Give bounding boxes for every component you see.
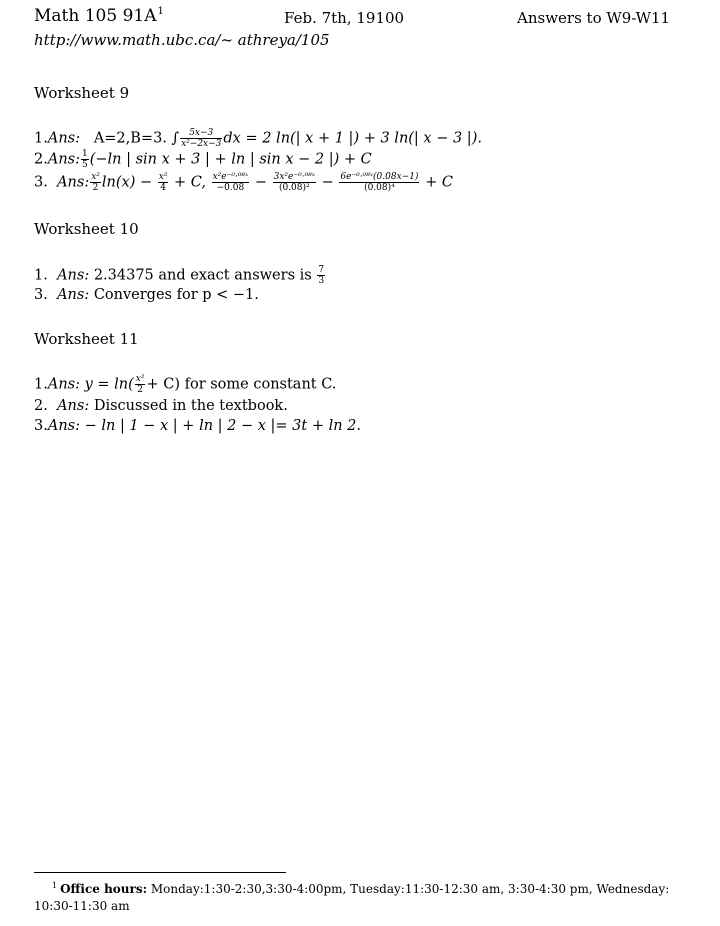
footnote-text: Monday:1:30-2:30,3:30-4:00pm, Tuesday:11:30-12:30 am, 3:30-4:30 pm, Wednesday: 10:30-11:30 am — [34, 882, 670, 913]
fraction: $\frac{1}{5}$ — [81, 149, 88, 170]
course-url: http://www.math.ubc.ca/~ athreya/105 — [34, 31, 330, 49]
answer-math: (−ln | sin x + 3 | + ln | sin x − 2 |) + C — [89, 151, 372, 168]
worksheet-9-answer-1 — [34, 128, 482, 149]
fraction: $\frac{\text{x²e⁻⁰·⁰⁸ˣ}}{-0.08}$ — [212, 172, 249, 193]
ans-label: Ans: — [57, 174, 90, 191]
footnote-marker: 1 — [157, 6, 164, 17]
item-number: 2. — [34, 398, 48, 414]
ans-label: Ans: — [57, 267, 90, 284]
item-number: 2. — [34, 151, 48, 168]
item-number: 3. — [34, 287, 48, 303]
worksheet-11-answer-3 — [34, 416, 361, 436]
fraction: $\frac{\text{x²}}{2}$ — [135, 374, 145, 395]
item-number: 1. — [34, 267, 48, 284]
answer-math: dx = 2 ln(| x + 1 |) + 3 ln(| x − 3 |). — [223, 130, 482, 147]
answer-math: + C — [425, 174, 453, 191]
worksheet-9-answer-2 — [34, 149, 372, 170]
answer-text: + C) for some constant C. — [146, 376, 337, 393]
worksheet-9-heading: Worksheet 9 — [34, 84, 130, 102]
ans-label: Ans: — [47, 418, 80, 434]
fraction: $\frac{\text{x²}}{2}$ — [91, 172, 100, 193]
ans-label: Ans: — [57, 398, 90, 414]
integral-sign: ∫ — [171, 130, 180, 147]
ans-label: Ans: — [57, 287, 90, 303]
answer-math: + C, — [174, 174, 206, 191]
header-date: Feb. 7th, 19100 — [284, 9, 405, 27]
item-number: 1. — [34, 130, 48, 147]
footnote-mark: 1 — [52, 881, 58, 890]
ans-label: Ans: — [47, 130, 80, 147]
worksheet-10-heading: Worksheet 10 — [34, 220, 139, 238]
answer-text: Discussed in the textbook. — [93, 398, 288, 414]
worksheet-10-answer-1 — [34, 265, 326, 286]
fraction: $\frac{\text{x²}}{4}$ — [158, 172, 168, 193]
answer-math: − ln | 1 − x | + ln | 2 − x |= 3t + ln 2. — [84, 418, 362, 434]
worksheet-11-heading: Worksheet 11 — [34, 330, 139, 348]
item-number: 1. — [34, 376, 48, 393]
worksheet-11-answer-2 — [34, 396, 288, 416]
footnote — [34, 877, 674, 915]
answer-text: A=2,B=3. — [93, 130, 167, 147]
fraction: $\frac{\text{3x²e⁻⁰·⁰⁸ˣ}}{\text{(0.08)²}}$ — [273, 172, 315, 193]
worksheet-9-answer-3: 3. Ans: $\frac{\text{x²}}{2}$ ln(x) − $\frac{\text{x²}}{4}$ + C, $\frac{\text{x²e⁻⁰·⁰⁸ˣ}}{-0.08}$ − $\frac{\text{3x²e⁻⁰·⁰⁸ˣ}}{\text{(0.08)²}}$ − $\frac{\text{6e⁻⁰·⁰⁸ˣ(0.08x−1)}}{\text{(0.08)⁴}}$ + C — [34, 172, 453, 193]
footnote-label: Office hours: — [60, 882, 148, 896]
fraction: $\frac{7}{3}$ — [318, 265, 325, 286]
worksheet-10-answer-3 — [34, 285, 259, 305]
footnote-rule — [34, 872, 286, 873]
answer-text: Converges for p < −1. — [93, 287, 259, 303]
item-number: 3. — [34, 418, 48, 434]
header-title: Answers to W9-W11 — [517, 9, 671, 27]
answer-text: 2.34375 and exact answers is — [93, 267, 312, 284]
course-title — [34, 6, 164, 26]
answer-math: ln(x) − — [101, 174, 153, 191]
fraction: $\frac{5x-3}{\text{x²−2x−3}}$ — [181, 128, 222, 149]
item-number: 3. — [34, 174, 48, 191]
answer-math: y = ln( — [84, 376, 134, 393]
course-name: Math 105 91A — [34, 6, 157, 26]
ans-label: Ans: — [47, 151, 80, 168]
worksheet-11-answer-1 — [34, 374, 336, 395]
fraction: $\frac{\text{6e⁻⁰·⁰⁸ˣ(0.08x−1)}}{\text{(0.08)⁴}}$ — [340, 172, 419, 193]
ans-label: Ans: — [47, 376, 80, 393]
